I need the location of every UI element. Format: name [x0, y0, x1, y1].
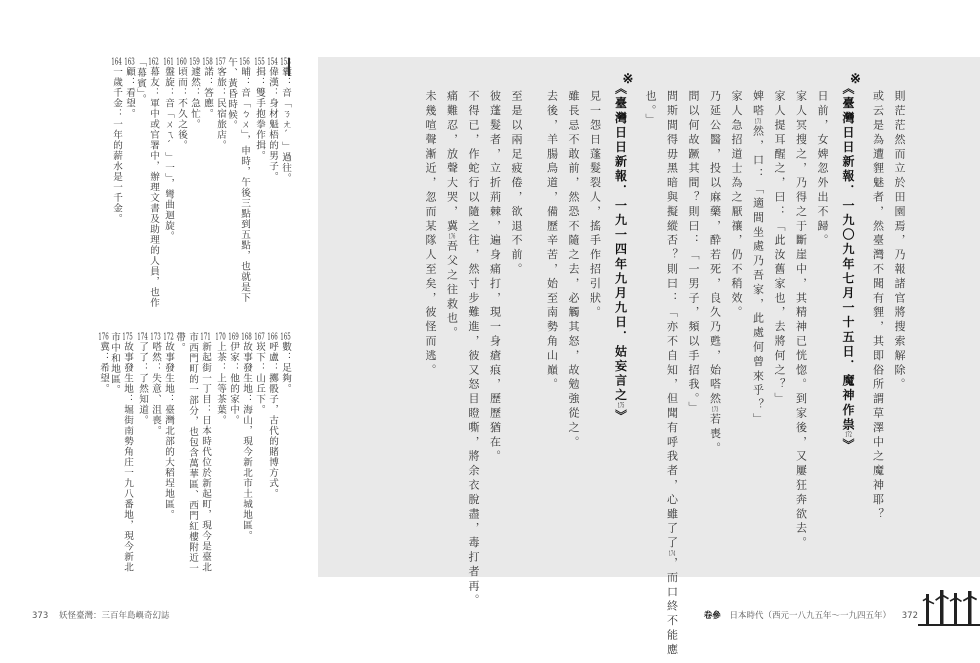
footnote-text: 故事發生地：海山，現今新北市土城地區。 — [241, 341, 252, 542]
footnote-164 — [111, 57, 121, 224]
footnote-number: 173 — [150, 332, 161, 342]
footnote-number: 164 — [111, 57, 122, 67]
quote-source-heading — [615, 82, 627, 424]
footnote-text: 故事發生地：臺灣北部的大稻埕地區。 — [163, 341, 174, 521]
text-column — [710, 90, 721, 456]
text-column — [547, 90, 558, 392]
text-column — [731, 90, 742, 320]
text-column — [568, 90, 579, 450]
footnote-168 — [241, 332, 251, 541]
footnote-176 — [98, 332, 108, 394]
footnote-text: 客旅：民宿旅店。 — [215, 66, 226, 151]
footnote-number: 161 — [163, 57, 174, 67]
footnote-163 — [124, 57, 134, 119]
footnote-number: 171 — [200, 332, 211, 342]
footnote-text: 了了：了然知道。 — [137, 341, 148, 426]
footnote-158 — [202, 57, 212, 119]
column-text-tail: 若喪。 — [708, 412, 722, 457]
column-text: 家人提耳醒之，曰：「此汝舊家也，去將何之？」 — [773, 90, 786, 407]
column-text: ※ — [620, 72, 636, 87]
text-column — [490, 90, 501, 464]
column-text: 彼蓬髮者，立折荊棘，遍身痛打，現一身瘡痕，歷歷猶在。 — [488, 90, 502, 465]
tree-silhouette-icon — [918, 588, 980, 626]
text-column — [590, 90, 601, 320]
footnote-number: 157 — [215, 57, 226, 67]
footnote-text: 偉漢：身材魁梧的男子。 — [267, 66, 278, 183]
column-text: 也。」 — [644, 90, 657, 128]
footnote-number: 170 — [215, 332, 226, 342]
column-text: 家人冥搜之，乃得之于斷崖中，其精神已恍惚。到家後，又屢狂奔欲去。 — [794, 90, 808, 551]
text-column — [774, 90, 785, 407]
footnote-text: 嗒然：失意、沮喪。 — [150, 341, 161, 437]
column-text: 乃延公醫，投以麻藥，酔若死，良久乃甦，始嗒然 — [708, 90, 722, 407]
footnote-number: 155 — [254, 57, 265, 67]
footnote-text: 一歲千金：一年的薪水是一千金。 — [111, 66, 122, 225]
footnote-number: 166 — [267, 332, 278, 342]
footnote-171 — [173, 332, 212, 582]
footnote-text: 崁下：山丘下。 — [254, 341, 265, 416]
footnote-text: 冀：希望。 — [98, 341, 109, 395]
column-text: ※ — [848, 72, 863, 87]
footnote-text: 諾：答應。 — [202, 66, 213, 120]
column-text-tail: ，而口終不能應 — [665, 556, 679, 658]
footnote-165 — [280, 332, 290, 394]
text-column — [425, 90, 436, 378]
footnote-text: 幕友：軍中或官署中，辦理文書及助理的人員，也作「幕賓」。 — [135, 57, 159, 309]
footnote-ref: 173 — [754, 118, 762, 125]
footnote-ref: 175 — [617, 403, 625, 410]
page-number-right: 372 — [901, 611, 918, 621]
text-column — [894, 90, 905, 392]
footnote-159 — [189, 57, 199, 130]
text-column — [511, 90, 522, 277]
footnote-text: 囊：音「ㄋㄤˊ」過往。 — [280, 66, 291, 184]
footnote-number: 153 — [280, 57, 291, 67]
footnote-169 — [228, 332, 238, 426]
footnote-153 — [280, 57, 290, 184]
footnote-161 — [163, 57, 173, 242]
column-text: 雖長忌不敢前，然恐不隨之去，必觸其怒，故勉強從之。 — [567, 90, 580, 450]
text-column — [645, 90, 656, 128]
column-text: 痛難忍，放聲大哭，冀 — [445, 90, 459, 234]
footnote-174 — [137, 332, 147, 426]
column-text: 至是以兩足疲倦，欲退不前。 — [510, 90, 523, 278]
footnote-ref: 172 — [845, 432, 852, 439]
page-number-left: 373 — [32, 611, 49, 621]
footnote-number: 175 — [122, 332, 133, 342]
column-text: 則茫茫然而立於田園焉，乃報諸官將搜索解除。 — [893, 90, 906, 393]
column-text: 未幾喧聲漸近，忽而某隊人至矣，彼怪而逃。 — [424, 90, 437, 378]
footnote-text: 遽然：急忙。 — [189, 66, 200, 130]
footnote-text: 揖：雙手抱拳作揖。 — [254, 66, 265, 162]
footnote-154 — [267, 57, 277, 182]
column-text: 《臺灣日日新報．一九一四年九月九日．姑妄言之 — [613, 82, 628, 404]
footnote-ref: 176 — [448, 234, 456, 240]
column-text: 《臺灣日日新報．一九〇九年七月一十五日．魔神作祟 — [841, 82, 855, 433]
column-text: 問以何故蹶其間？則曰：「一男子，頻以手招我。」 — [687, 90, 700, 416]
footnote-number: 167 — [254, 332, 265, 342]
column-text: 見一怨日蓬髮裂人，搖手作招引狀。 — [588, 90, 602, 321]
footnote-text: 新起街一丁目：日本時代位於新起町，現今是臺北市西門町的一部分，也包含萬華區、西門紅樓附近一帶。 — [174, 332, 211, 574]
column-text-tail: 然，口：「適間坐處乃吾家，此處何曾來乎？」 — [751, 124, 765, 428]
column-text: 日前，女婢忽外出不歸。 — [816, 90, 829, 249]
text-column — [667, 90, 678, 658]
footnote-number: 174 — [137, 332, 148, 342]
footnote-number: 163 — [124, 57, 135, 67]
footer-left — [32, 609, 170, 621]
footnote-text: 顧：看望。 — [124, 66, 135, 120]
text-column — [873, 90, 884, 522]
column-text: 婢嗒 — [751, 90, 765, 119]
column-text: 去後，羊腸鳥道，備歷辛苦，始至南勢角山巔。 — [545, 90, 559, 393]
column-text: 家人急招道士為之厭禳，仍不稍效。 — [730, 90, 743, 321]
footnote-167 — [254, 332, 264, 415]
footnote-number: 158 — [202, 57, 213, 67]
footnote-ref: 174 — [668, 550, 676, 557]
footnote-number: 156 — [239, 57, 250, 67]
column-text: 問斯間得毋黑暗與擬縱否？則曰：「亦不自知，但聞有呼我者，心雖了了 — [665, 90, 679, 551]
footnote-157 — [215, 57, 225, 151]
footnote-number: 159 — [189, 57, 200, 67]
footnote-number: 172 — [163, 332, 174, 342]
part-label: 卷參 — [703, 611, 721, 621]
text-column — [753, 90, 764, 427]
column-text-tail: 》 — [841, 438, 855, 454]
footnote-text: 呼盧：擲骰子，古代的賭博方式。 — [267, 341, 278, 500]
footnote-156 — [225, 57, 251, 317]
footnote-text: 晡：音「ㄅㄨ」，申時，午後三點到五點，也就是下午、黃昏時候。 — [226, 57, 250, 304]
footnote-173 — [150, 332, 160, 436]
era-label: 日本時代（西元一八九五年～一九四五年） — [729, 611, 891, 621]
column-text: 不得已，作蛇行以隨之往，然寸步難進，彼又怒目瞪嘶，將余衣脫盡，毒打者再。 — [467, 90, 480, 609]
footnote-162 — [134, 57, 160, 317]
footnote-number: 154 — [267, 57, 278, 67]
column-text-tail: 吾父之往救也。 — [445, 240, 459, 341]
footnote-text: 數：足夠。 — [280, 341, 291, 395]
footnote-number: 169 — [228, 332, 239, 342]
footnote-text: 頃而：不久之後。 — [176, 66, 187, 151]
footnote-175 — [108, 332, 134, 582]
footnote-166 — [267, 332, 277, 499]
text-column — [796, 90, 807, 551]
column-text: 或云是為遭貍魅者，然臺灣不聞有貍，其即俗所謂草澤中之魔神耶？ — [871, 90, 885, 522]
footnote-172 — [163, 332, 173, 520]
column-text-tail: 》 — [613, 409, 628, 424]
footnote-number: 176 — [98, 332, 109, 342]
quote-source-heading — [842, 82, 854, 453]
footnote-number: 168 — [241, 332, 252, 342]
text-column — [688, 90, 699, 416]
footnote-text: 上茶：上等茶葉。 — [215, 341, 226, 426]
text-column — [817, 90, 828, 248]
book-title: 妖怪臺灣：三百年島嶼奇幻誌 — [59, 611, 170, 621]
footnote-number: 165 — [280, 332, 291, 342]
text-column — [468, 90, 479, 608]
footer-right — [704, 609, 918, 621]
footnote-170 — [215, 332, 225, 426]
footnote-text: 伊家：他的家中。 — [228, 341, 239, 426]
footnote-ref: 173 — [711, 406, 719, 413]
footnote-number: 160 — [176, 57, 187, 67]
footnote-number: 162 — [148, 57, 159, 67]
footnote-text: 故事發生地：堀街南勢角庄一九八番地，現今新北市中和地區。 — [109, 332, 133, 573]
text-column — [447, 90, 458, 341]
footnote-155 — [254, 57, 264, 161]
footnote-text: 盤旋：音「ㄨㄟˊ」一」，彎曲迴旋。 — [163, 66, 174, 242]
footnote-160 — [176, 57, 186, 151]
